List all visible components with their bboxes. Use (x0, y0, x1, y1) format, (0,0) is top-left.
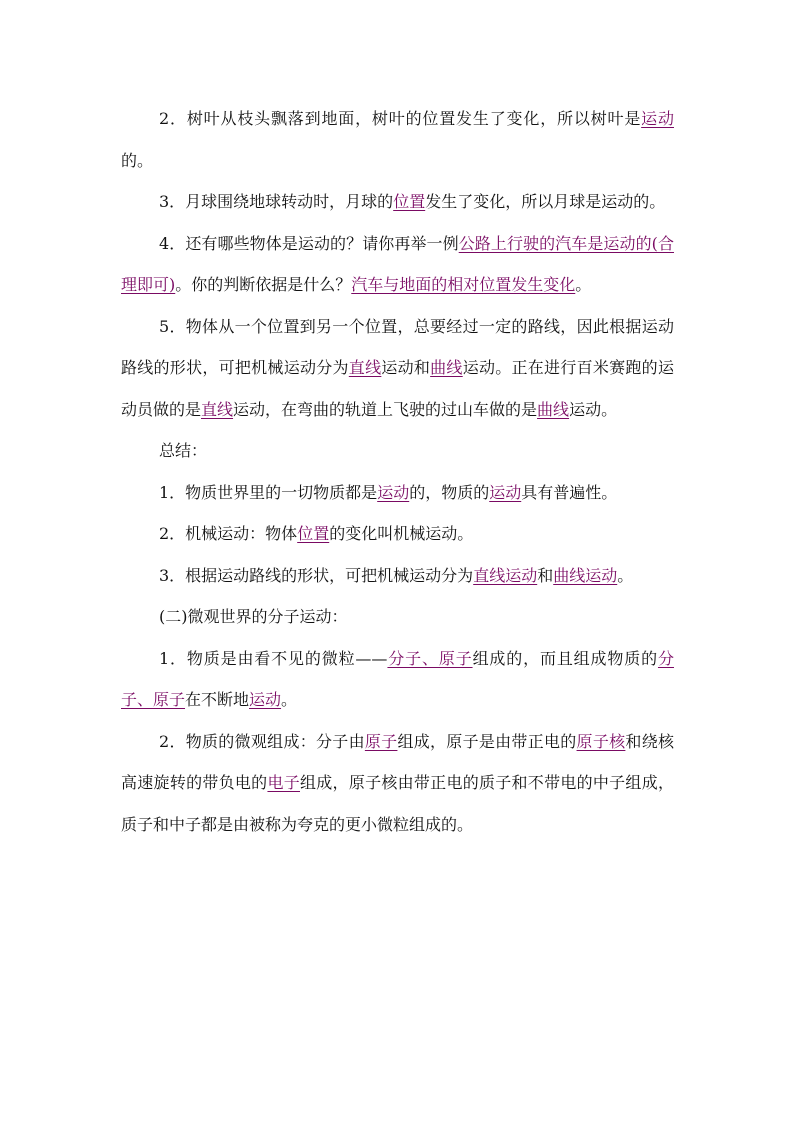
answer-blank: 曲线运动 (553, 565, 618, 585)
text-segment: 运动，在弯曲的轨道上飞驶的过山车做的是 (233, 399, 538, 419)
answer-blank: 位置 (297, 524, 330, 543)
paragraph-item-3-moon (121, 181, 674, 223)
answer-blank: 曲线 (430, 358, 463, 377)
text-segment: 。 (617, 565, 634, 585)
text-segment: 组成，原子是由带正电的 (397, 731, 577, 751)
text-segment: 运动和 (381, 358, 431, 377)
text-segment: (二)微观世界的分子运动： (159, 607, 348, 626)
paragraph-summary-3 (121, 555, 674, 597)
text-segment: 具有普遍性。 (521, 482, 618, 502)
paragraph-item-2-leaves (121, 98, 674, 181)
answer-blank: 曲线 (537, 399, 570, 419)
text-segment: 发生了变化，所以月球是运动的。 (425, 192, 666, 211)
text-segment: 总结： (159, 441, 208, 460)
text-segment: 的，物质的 (409, 482, 490, 502)
paragraph-item-4-example (121, 223, 674, 306)
answer-blank: 分子、原子 (121, 648, 674, 709)
answer-blank: 电子 (267, 773, 300, 792)
text-segment: 。 (575, 275, 592, 294)
text-segment: 。你的判断依据是什么？ (175, 275, 352, 294)
text-segment: 和 (537, 565, 554, 585)
answer-blank: 运动 (641, 109, 674, 128)
paragraph-summary-heading (121, 430, 674, 472)
answer-blank: 运动 (377, 482, 410, 502)
text-segment: 1．物质世界里的一切物质都是 (159, 482, 378, 502)
text-segment: 3．月球围绕地球转动时，月球的 (159, 192, 394, 211)
document-body (121, 98, 674, 845)
text-segment: 运动。正在进行百米赛跑的运动员做的是 (121, 358, 674, 419)
answer-blank: 分子、原子 (387, 648, 473, 668)
answer-blank: 运动 (489, 482, 522, 502)
answer-blank: 汽车与地面的相对位置发生变化 (351, 275, 576, 294)
text-segment: 5．物体从一个位置到另一个位置，总要经过一定的路线，因此根据运动路线的形状，可把机械运动分为 (121, 316, 674, 377)
text-segment: 2．树叶从枝头飘落到地面，树叶的位置发生了变化，所以树叶是 (159, 109, 642, 128)
answer-blank: 直线 (348, 358, 382, 377)
text-segment: 组成的，而且组成物质的 (472, 648, 658, 668)
paragraph-section-2-heading (121, 596, 674, 638)
text-segment: 运动。 (569, 399, 618, 419)
paragraph-micro-2 (121, 721, 674, 846)
text-segment: 在不断地 (185, 690, 250, 709)
text-segment: 2．物质的微观组成：分子由 (159, 731, 365, 751)
text-segment: 组成，原子核由带正电的质子和不带电的中子组成，质子和中子都是由被称为夸克的更小微粒组成的。 (121, 773, 674, 834)
answer-blank: 直线 (201, 399, 234, 419)
answer-blank: 原子核 (576, 731, 626, 751)
text-segment: 3．根据运动路线的形状，可把机械运动分为 (159, 565, 474, 585)
paragraph-summary-1 (121, 472, 674, 514)
paragraph-item-5-route (121, 306, 674, 431)
text-segment: 4．还有哪些物体是运动的？请你再举一例 (159, 233, 459, 253)
answer-blank: 直线运动 (473, 565, 538, 585)
text-segment: 和绕核高速旋转的带负电的 (121, 731, 674, 792)
text-segment: 的变化叫机械运动。 (329, 524, 474, 543)
text-segment: 。 (281, 690, 298, 709)
answer-blank: 公路上行驶的汽车是运动的(合理即可) (121, 233, 674, 294)
text-segment: 2．机械运动：物体 (159, 524, 298, 543)
answer-blank: 位置 (393, 192, 426, 211)
text-segment: 的。 (121, 150, 154, 170)
paragraph-summary-2 (121, 513, 674, 555)
paragraph-micro-1 (121, 638, 674, 721)
answer-blank: 原子 (364, 731, 398, 751)
answer-blank: 运动 (249, 690, 282, 709)
text-segment: 1．物质是由看不见的微粒—— (159, 648, 388, 668)
